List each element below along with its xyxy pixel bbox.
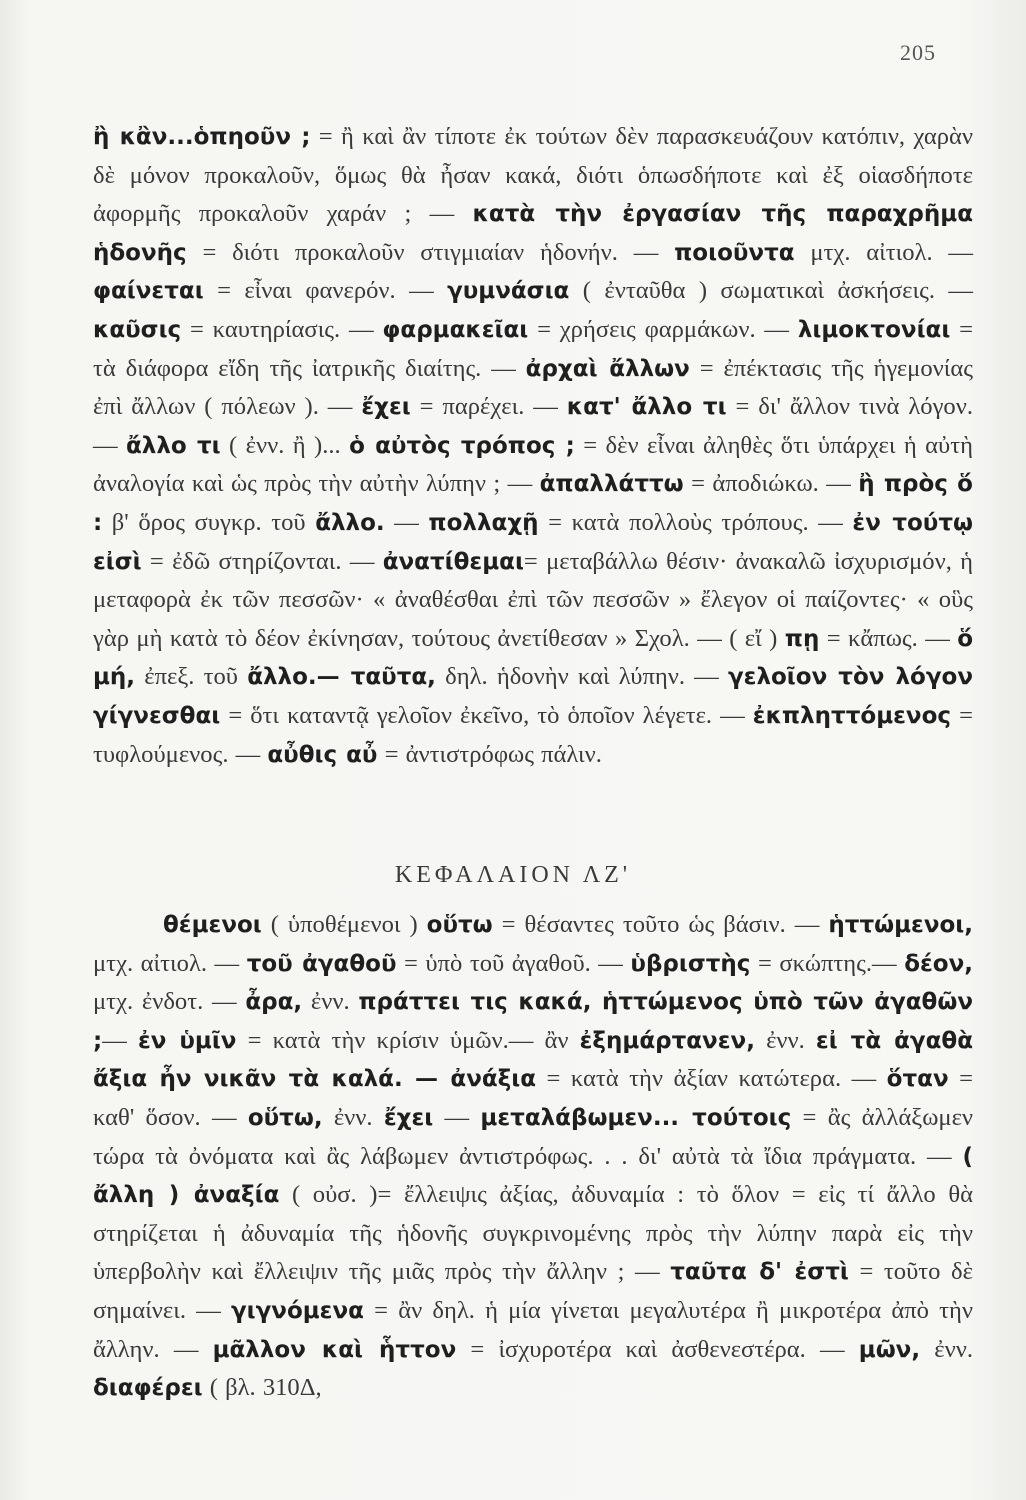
gloss-text: = χρήσεις φαρμάκων. — [528, 315, 798, 343]
gloss-text: = τυφλούμενος. — [93, 701, 973, 768]
gloss-text: = ἢ καὶ ἂν τίποτε ἐκ τούτων δὲν παρασκευάζουν κατόπιν, χαρὰν δὲ μόνον προκαλοῦν, ὅμως θὰ ἦσαν κακά, διότι ὁπωσδήποτε καὶ ἐξ οἱασδήποτε ἀφορμῆς προκαλοῦν χαράν ; — [93, 123, 973, 228]
lemma-term: ὅ μή, [93, 625, 974, 691]
gloss-text: = μεταβάλλω θέσιν· ἀνακαλῶ ἰσχυρισμόν, ἡ μεταφορὰ ἐκ τῶν πεσσῶν· « ἀναθέσθαι ἐπὶ τῶν πεσσῶν » ἔλεγον οἱ παίζοντες· « οὓς γὰρ μὴ κατὰ τὸ δέον ἐκίνησαν, τούτους ἀνετίθεσαν » Σχολ. — ( εἴ ) [93, 547, 973, 652]
lemma-term: ἄλλο. [315, 509, 385, 536]
gloss-text: = ἂν δηλ. ἡ μία γίνεται μεγαλυτέρα ἢ μικροτέρα ἀπὸ τὴν ἄλλην. — [93, 1296, 973, 1363]
lemma-term: πῃ [784, 625, 820, 652]
lemma-term: ἄλλο.— ταῦτα, [247, 664, 436, 691]
gloss-text: = διότι προκαλοῦν στιγμιαίαν ἡδονήν. — [186, 238, 675, 266]
gloss-text: = εἶναι φανερόν. — [203, 277, 448, 305]
gloss-text: = ὑπὸ τοῦ ἀγαθοῦ. — [396, 949, 631, 977]
gloss-text: μτχ. ἐνδοτ. — [93, 988, 246, 1016]
gloss-text: = ἐπέκτασις τῆς ἡγεμονίας ἐπὶ ἄλλων ( πόλεων ). — [93, 354, 973, 421]
gloss-text: = δὲν εἶναι ἀληθὲς ὅτι ὑπάρχει ἡ αὐτὴ ἀναλογία καὶ ὡς πρὸς τὴν αὐτὴν λύπην ; — [93, 431, 973, 498]
gloss-text: δηλ. ἡδονὴν καὶ λύπην. — [435, 663, 728, 691]
lemma-term: κατ' ἄλλο τι [566, 394, 727, 421]
gloss-text: = ἰσχυροτέρα καὶ ἀσθενεστέρα. — [456, 1335, 859, 1363]
lemma-term: ἢ κἂν...ὁπηοῦν ; [93, 124, 311, 150]
gloss-text: ἐνν. [302, 988, 359, 1016]
gloss-text: = καθ' ὅσον. — [93, 1065, 973, 1131]
gloss-text: = ἂς ἀλλάξωμεν τώρα τὰ ὀνόματα καὶ ἂς λάβωμεν ἀντιστρόφως. . . δι' αὐτὰ τὰ ἴδια πράγματα. — [93, 1103, 974, 1170]
lemma-term: φαίνεται [93, 278, 204, 305]
gloss-text: = ἀντιστρόφως πάλιν. [377, 740, 602, 768]
lemma-term: ἀρχαὶ ἄλλων [525, 355, 690, 382]
gloss-text: ( ὑποθέμενοι ) [261, 911, 427, 938]
lemma-term: μᾶλλον καὶ ἧττον [212, 1336, 457, 1363]
lemma-term: τοῦ ἀγαθοῦ [246, 950, 397, 977]
lemma-term: ἀπαλλάττω [539, 471, 684, 498]
lemma-term: ἐκπληττόμενος [752, 702, 952, 729]
gloss-text: — [384, 508, 429, 536]
page-number: 205 [900, 40, 936, 65]
gloss-text: ( βλ. 310Δ, [202, 1374, 322, 1402]
lemma-term: ἆρα, [245, 989, 303, 1016]
lemma-term: ἔχει [383, 1104, 434, 1131]
lemma-term: ὑβριστὴς [630, 950, 751, 977]
gloss-text: = τὰ διάφορα εἴδη τῆς ἰατρικῆς διαίτης. — [93, 315, 973, 382]
lemma-term: μῶν, [858, 1336, 921, 1363]
gloss-text: = ἀποδιώκω. — [683, 470, 859, 498]
gloss-text: β' ὅρος συγκρ. τοῦ [102, 508, 316, 536]
lemma-term: καῦσις [93, 316, 182, 343]
lemma-term: ποιοῦντα [674, 239, 795, 266]
lemma-term: πράττει τις κακά, ἡττώμενος ὑπὸ τῶν ἀγαθῶν ; [93, 989, 973, 1054]
gloss-text: μτχ. αἰτιολ. — [794, 238, 973, 266]
gloss-text: — [102, 1026, 138, 1054]
gloss-text: = θέσαντες τοῦτο ὡς βάσιν. — [492, 911, 829, 938]
lemma-term: ἐξημάρτανεν, [579, 1027, 755, 1054]
gloss-text: = καυτηρίασις. — [181, 315, 383, 343]
lemma-term: γελοῖον τὸν λόγον γίγνεσθαι [93, 664, 973, 729]
gloss-text: = δι' ἄλλον τινὰ λόγον. — [93, 393, 973, 459]
gloss-text: ( ἐνν. ἢ )... [220, 431, 350, 459]
lemma-term: γιγνόμενα [230, 1297, 364, 1324]
gloss-text: ( ἐνταῦθα ) σωματικαὶ ἀσκήσεις. — [569, 277, 974, 305]
lemma-term: ὁ αὐτὸς τρόπος ; [349, 432, 575, 459]
lemma-term: ἢ πρὸς ὅ : [93, 471, 973, 536]
lemma-term: δέον, [904, 950, 973, 977]
gloss-text: = σκώπτης.— [750, 949, 905, 977]
gloss-text: = κατὰ πολλοὺς τρόπους. — [538, 508, 853, 536]
lemma-term: λιμοκτονίαι [797, 316, 951, 343]
gloss-text: = κἄπως. — [819, 624, 958, 652]
gloss-text: = κατὰ τὴν κρίσιν ὑμῶν.— ἂν [236, 1026, 580, 1054]
lemma-term: ( ἄλλη ) ἀναξία [93, 1143, 973, 1209]
lemma-term: οὕτω [426, 912, 493, 938]
lemma-term: θέμενοι [163, 912, 262, 938]
lemma-term: ἡττώμενοι, [828, 912, 974, 938]
lemma-term: ἐν τούτῳ εἰσὶ [93, 509, 974, 575]
lemma-term: φαρμακεῖαι [382, 316, 529, 343]
gloss-text: ἐνν. [322, 1103, 384, 1131]
lemma-term: ὅταν [886, 1066, 949, 1093]
gloss-text: = ὅτι καταντᾷ γελοῖον ἐκεῖνο, τὸ ὁποῖον λέγετε. — [220, 701, 753, 729]
lemma-term: αὖθις αὖ [267, 741, 378, 768]
lemma-term: ταῦτα δ' ἐστὶ [670, 1259, 849, 1286]
lemma-term: ἄλλο τι [126, 432, 221, 459]
lemma-term: διαφέρει [93, 1375, 203, 1402]
gloss-text: ἐπεξ. τοῦ [135, 663, 248, 691]
chapter-heading: ΚΕΦΑΛΑΙΟΝ ΛΖ' [394, 862, 632, 888]
gloss-text: = κατὰ τὴν ἀξίαν κατώτερα. — [536, 1065, 887, 1093]
lemma-term: εἰ τὰ ἀγαθὰ ἄξια ἦν νικᾶν τὰ καλά. — ἀνάξια [93, 1027, 973, 1093]
gloss-text: = τοῦτο δὲ σημαίνει. — [93, 1258, 973, 1324]
gloss-text: = ἐδῶ στηρίζονται. — [141, 547, 383, 575]
lemma-term: πολλαχῇ [428, 509, 539, 536]
lemma-term: οὕτω, [247, 1104, 323, 1131]
lemma-term: κατὰ τὴν ἐργασίαν τῆς παραχρῆμα ἡδονῆς [93, 201, 973, 266]
lemma-term: γυμνάσια [447, 278, 570, 305]
commentary-text-after [93, 906, 973, 1408]
lemma-term: ἐν ὑμῖν [137, 1027, 237, 1054]
gloss-text: μτχ. αἰτιολ. — [93, 949, 247, 977]
gloss-text: ( οὐσ. )= ἔλλειψις ἀξίας, ἀδυναμία : τὸ ὅλον = εἰς τί ἄλλο θὰ στηρίζεται ἡ ἀδυναμία τῆς ἡδονῆς συγκρινομένης πρὸς τὴν λύπην παρὰ εἰς τὴν ὑπερβολὴν καὶ ἔλλειψιν τῆς μιᾶς πρὸς τὴν ἄλλην ; — [93, 1181, 973, 1286]
lemma-term: μεταλάβωμεν... τούτοις [480, 1104, 792, 1131]
gloss-text: ἐνν. [754, 1026, 816, 1054]
lemma-term: ἔχει [361, 394, 411, 421]
gloss-text: = παρέχει. — [410, 393, 567, 421]
commentary-text-before [93, 118, 973, 774]
gloss-text: ἐνν. [920, 1335, 973, 1363]
lemma-term: ἀνατίθεμαι [382, 548, 524, 575]
gloss-text: — [433, 1103, 481, 1131]
